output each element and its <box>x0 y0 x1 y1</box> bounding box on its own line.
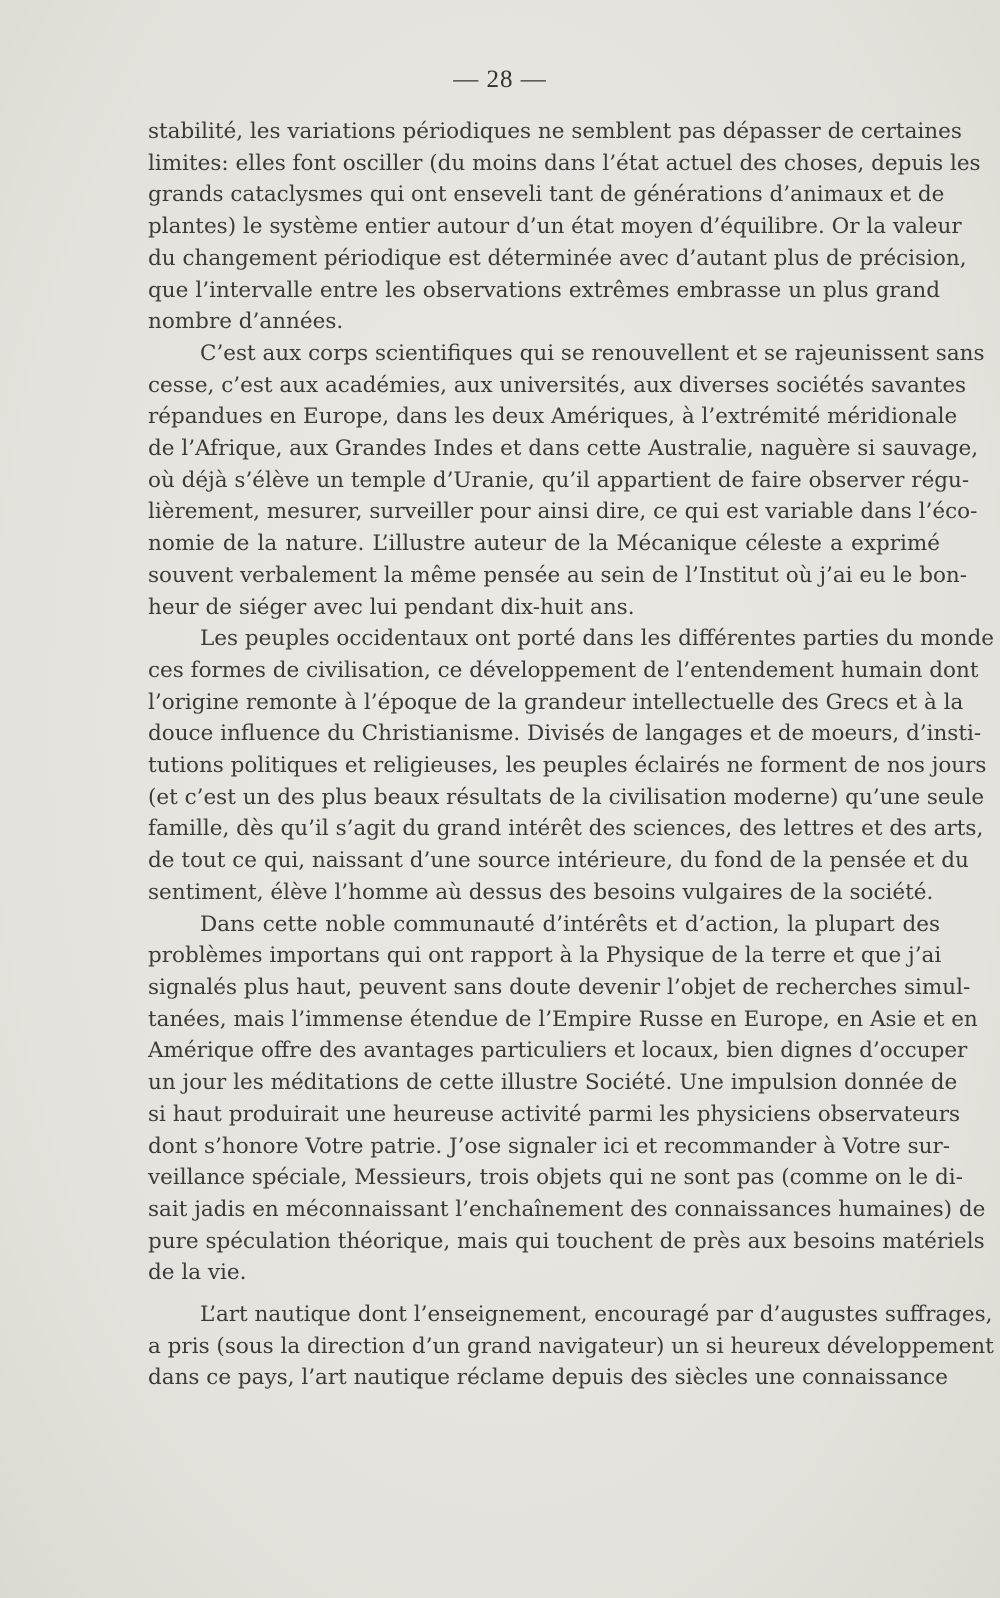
text-line: répandues en Europe, dans les deux Amériques, à l’extrémité méridionale <box>148 404 958 430</box>
text-line: veillance spéciale, Messieurs, trois objets qui ne sont pas (comme on le di- <box>148 1165 963 1191</box>
text-line: limites: elles font osciller (du moins dans l’état actuel des choses, depuis les <box>148 150 981 176</box>
text-line: de la vie. <box>148 1260 247 1286</box>
paragraph-2 <box>148 338 985 623</box>
text-line: sait jadis en méconnaissant l’enchaînement des connaissances humaines) de <box>148 1196 986 1222</box>
text-line: L’art nautique dont l’enseignement, encouragé par d’augustes suffrages, <box>200 1302 993 1328</box>
text-line: dans ce pays, l’art nautique réclame depuis des siècles une connaissance <box>148 1365 948 1391</box>
paragraph-3 <box>148 623 994 908</box>
text-line: tanées, mais l’immense étendue de l’Empire Russe en Europe, en Asie et en <box>148 1006 978 1032</box>
text-line: problèmes importans qui ont rapport à la Physique de la terre et que j’ai <box>148 943 942 969</box>
text-line: de l’Afrique, aux Grandes Indes et dans cette Australie, naguère si sauvage, <box>148 436 979 462</box>
text-line: où déjà s’élève un temple d’Uranie, qu’il appartient de faire observer régu- <box>148 467 970 493</box>
text-line: nomie de la nature. L’illustre auteur de la Mécanique céleste a exprimé <box>148 531 940 557</box>
text-line: cesse, c’est aux académies, aux universités, aux diverses sociétés savantes <box>148 372 967 398</box>
text-line: Dans cette noble communauté d’intérêts et d’action, la plupart des <box>200 911 940 937</box>
text-line: heur de siéger avec lui pendant dix-huit ans. <box>148 594 635 620</box>
text-line: pure spéculation théorique, mais qui touchent de près aux besoins matériels <box>148 1228 985 1254</box>
text-line: Amérique offre des avantages particuliers et locaux, bien dignes d’occuper <box>148 1038 968 1064</box>
text-line: Les peuples occidentaux ont porté dans les différentes parties du monde <box>200 626 994 652</box>
text-line: tutions politiques et religieuses, les peuples éclairés ne forment de nos jours <box>148 753 987 779</box>
text-line: que l’intervalle entre les observations extrêmes embrasse un plus grand <box>148 277 940 303</box>
text-line: plantes) le système entier autour d’un état moyen d’équilibre. Or la valeur <box>148 214 962 240</box>
text-line: si haut produirait une heureuse activité parmi les physiciens observateurs <box>148 1101 961 1127</box>
text-line: famille, dès qu’il s’agit du grand intérêt des sciences, des lettres et des arts, <box>148 816 984 842</box>
page-number: — 28 — <box>453 66 547 93</box>
text-line: signalés plus haut, peuvent sans doute devenir l’objet de recherches simul- <box>148 974 971 1000</box>
text-line: a pris (sous la direction d’un grand navigateur) un si heureux développement <box>148 1333 994 1359</box>
text-line: de tout ce qui, naissant d’une source intérieure, du fond de la pensée et du <box>148 848 969 874</box>
text-line: un jour les méditations de cette illustre Société. Une impulsion donnée de <box>148 1070 958 1096</box>
body-text <box>148 116 994 1394</box>
text-line: dont s’honore Votre patrie. J’ose signaler ici et recommander à Votre sur- <box>148 1133 950 1159</box>
text-line: du changement périodique est déterminée avec d’autant plus de précision, <box>148 245 967 271</box>
paragraph-5 <box>148 1299 994 1394</box>
paragraph-4 <box>148 909 986 1289</box>
text-line: souvent verbalement la même pensée au sein de l’Institut où j’ai eu le bon- <box>148 562 968 588</box>
text-line: douce influence du Christianisme. Divisés de langages et de moeurs, d’insti- <box>148 721 982 747</box>
text-line: sentiment, élève l’homme aù dessus des besoins vulgaires de la société. <box>148 879 934 905</box>
text-line: lièrement, mesurer, surveiller pour ainsi dire, ce qui est variable dans l’éco- <box>148 499 978 525</box>
text-line: stabilité, les variations périodiques ne semblent pas dépasser de certaines <box>148 119 962 144</box>
text-line: ces formes de civilisation, ce développement de l’entendement humain dont <box>148 657 979 683</box>
text-line: (et c’est un des plus beaux résultats de la civilisation moderne) qu’une seule <box>148 784 985 810</box>
text-line: l’origine remonte à l’époque de la grandeur intellectuelle des Grecs et à la <box>148 689 964 715</box>
text-line: C’est aux corps scientifiques qui se renouvellent et se rajeunissent sans <box>200 340 985 366</box>
text-line: grands cataclysmes qui ont enseveli tant de générations d’animaux et de <box>148 182 945 208</box>
text-line: nombre d’années. <box>148 309 344 335</box>
paragraph-1 <box>148 116 981 338</box>
